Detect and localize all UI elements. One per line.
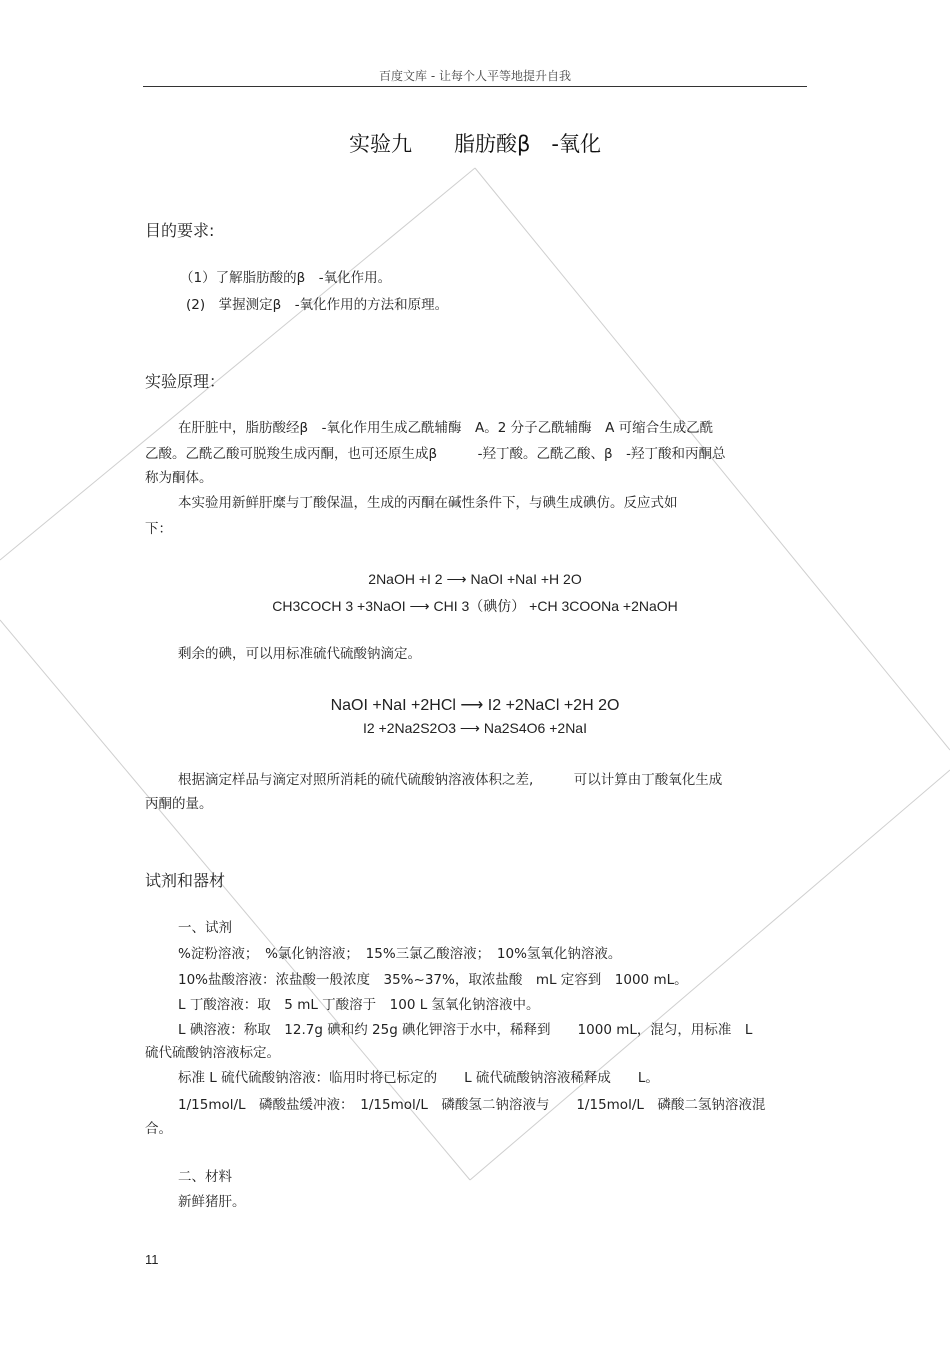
reagent-line-2: 10%盐酸溶液：浓盐酸一般浓度 35%~37%，取浓盐酸 mL 定容到 1000 mL。 <box>178 972 688 988</box>
purpose-item-1: （1）了解脂肪酸的β -氧化作用。 <box>180 270 392 286</box>
principle-para2-line1: 本实验用新鲜肝糜与丁酸保温，生成的丙酮在碱性条件下，与碘生成碘仿。反应式如 <box>178 495 678 511</box>
page-header: 百度文库 - 让每个人平等地提升自我 <box>379 69 571 83</box>
materials-subheading: 二、材料 <box>178 1169 232 1185</box>
principle-para3: 剩余的碘，可以用标准硫代硫酸钠滴定。 <box>178 646 421 662</box>
reagent-line-8: 合。 <box>145 1121 172 1137</box>
equation-4: I2 +2Na2S2O3 ⟶ Na2S4O6 +2NaI <box>363 720 587 736</box>
reagent-line-7: 1/15mol/L 磷酸盐缓冲液： 1/15mol/L 磷酸氢二钠溶液与 1/15mol/L 磷酸二氢钠溶液混 <box>178 1097 766 1113</box>
equation-3: NaOI +NaI +2HCl ⟶ I2 +2NaCl +2H 2O <box>330 697 620 714</box>
reagents-subheading: 一、试剂 <box>178 920 232 936</box>
section-heading-principle: 实验原理： <box>145 372 226 391</box>
purpose-item-2: (2) 掌握测定β -氧化作用的方法和原理。 <box>186 297 449 313</box>
principle-para1-line3: 称为酮体。 <box>145 470 213 486</box>
principle-para4-line1: 根据滴定样品与滴定对照所消耗的硫代硫酸钠溶液体积之差, 可以计算由丁酸氧化生成 <box>178 772 723 788</box>
principle-para1-line1: 在肝脏中，脂肪酸经β -氧化作用生成乙酰辅酶 A。2 分子乙酰辅酶 A 可缩合生成乙酰 <box>178 420 714 436</box>
principle-para4-line2: 丙酮的量。 <box>145 796 213 812</box>
section-heading-purpose: 目的要求: <box>145 221 215 240</box>
equation-1: 2NaOH +I 2 ⟶ NaOI +NaI +H 2O <box>368 571 582 587</box>
equation-2: CH3COCH 3 +3NaOI ⟶ CHI 3（碘仿） +CH 3COONa +2NaOH <box>272 598 678 614</box>
reagent-line-1: %淀粉溶液； %氯化钠溶液； 15%三氯乙酸溶液； 10%氢氧化钠溶液。 <box>178 946 622 962</box>
principle-para2-line2: 下： <box>145 521 172 537</box>
page-title: 实验九 脂肪酸β -氧化 <box>349 132 601 156</box>
principle-para1-line2: 乙酸。乙酰乙酸可脱羧生成丙酮，也可还原生成β -羟丁酸。乙酰乙酸、β -羟丁酸和丙酮总 <box>145 446 726 462</box>
page-number: 11 <box>145 1252 159 1267</box>
reagent-line-6: 标准 L 硫代硫酸钠溶液：临用时将已标定的 L 硫代硫酸钠溶液稀释成 L。 <box>178 1070 659 1086</box>
reagent-line-4: L 碘溶液：称取 12.7g 碘和约 25g 碘化钾溶于水中，稀释到 1000 mL，混匀，用标准 L <box>178 1022 753 1038</box>
section-heading-reagents: 试剂和器材 <box>145 871 226 890</box>
reagent-line-5: 硫代硫酸钠溶液标定。 <box>145 1045 280 1061</box>
material-item: 新鲜猪肝。 <box>178 1194 246 1210</box>
header-rule <box>143 86 807 87</box>
reagent-line-3: L 丁酸溶液：取 5 mL 丁酸溶于 100 L 氢氧化钠溶液中。 <box>178 997 540 1013</box>
